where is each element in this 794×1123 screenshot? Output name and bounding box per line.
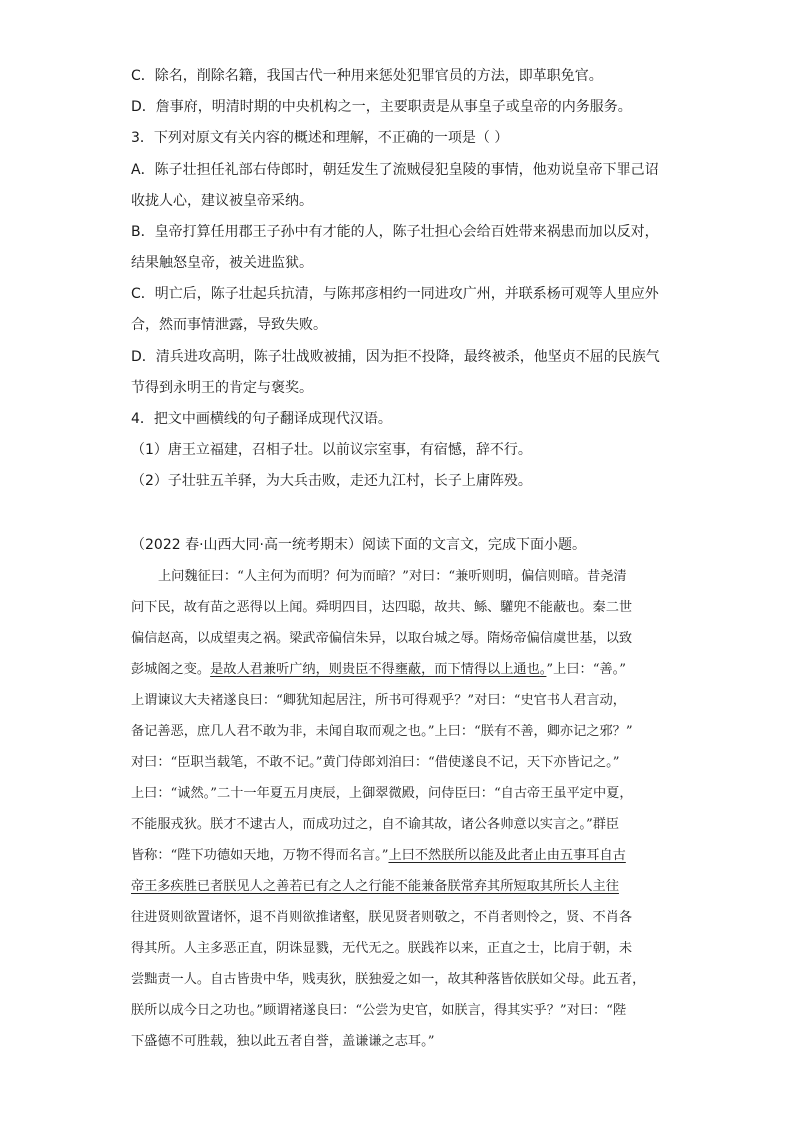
underlined-sentence: 上曰不然朕所以能及此者止由五事耳自古 (388, 848, 626, 863)
passage-line (131, 846, 676, 866)
passage-line: 上问魏征曰：“人主何为而明？何为而暗？”对曰：“兼听则明，偏信则暗。昔尧清 (158, 569, 627, 584)
question-2d: D．詹事府，明清时期的中央机构之一，主要职责是从事皇子或皇帝的内务服务。 (131, 99, 632, 115)
question-2c: C．除名，削除名籍，我国古代一种用来惩处犯罪官员的方法，即革职免官。 (131, 68, 603, 84)
question-3c-line2: 合，然而事情泄露，导致失败。 (131, 317, 327, 333)
passage-line: 得其所。人主多恶正直，阴诛显戮，无代无之。朕践祚以来，正直之士，比肩于朝，未 (131, 941, 633, 956)
passage-text: 彭城阁之变。 (131, 662, 211, 677)
question-4-stem: 4．把文中画横线的句子翻译成现代汉语。 (131, 411, 392, 427)
underlined-sentence: 是故人君兼听广纳，则贵臣不得壅蔽，而下情得以上通也。 (210, 662, 547, 677)
section-header: （2022 春·山西大同·高一统考期末）阅读下面的文言文，完成下面小题。 (131, 537, 586, 553)
question-4-item2: （2）子壮驻五羊驿，为大兵击败，走还九江村，长子上庸阵殁。 (131, 473, 532, 489)
passage-line: 备记善恶，庶几人君不敢为非，未闻自取而观之也。”上曰：“朕有不善，卿亦记之邪？” (131, 724, 633, 739)
question-3d-line2: 节得到永明王的肯定与褒奖。 (131, 380, 313, 396)
passage-line: 不能服戎狄。朕才不逮古人，而成功过之，自不谕其故，诸公各帅意以实言之。”群臣 (131, 817, 620, 832)
passage-line: 朕所以成今日之功也。”顾谓褚遂良曰：“公尝为史官，如朕言，得其实乎？”对曰：“陛 (131, 1003, 627, 1018)
passage-line: 问下民，故有苗之恶得以上闻。舜明四目，达四聪，故共、鲧、驩兜不能蔽也。秦二世 (131, 600, 633, 615)
question-3b-line1: B．皇帝打算任用郡王子孙中有才能的人，陈子壮担心会给百姓带来祸患而加以反对， (131, 224, 659, 240)
passage-line: 往进贤则欲置诸怀，退不肖则欲推诸壑，朕见贤者则敬之，不肖者则怜之，贤、不肖各 (131, 910, 633, 925)
passage-line: 尝黜责一人。自古皆贵中华，贱夷狄，朕独爱之如一，故其种落皆依朕如父母。此五者， (131, 972, 646, 987)
passage-line: 对曰：“臣职当载笔，不敢不记。”黄门侍郎刘洎曰：“借使遂良不记，天下亦皆记之。” (131, 755, 620, 770)
passage-text: ”上曰：“善。” (546, 662, 626, 677)
passage-line: 上曰：“诚然。”二十一年夏五月庚辰，上御翠微殿，问侍臣曰：“自古帝王虽平定中夏， (131, 786, 633, 801)
passage-text: 皆称：“陛下功德如天地，万物不得而名言。” (131, 848, 389, 863)
question-3-stem: 3．下列对原文有关内容的概述和理解，不正确的一项是（ ） (131, 130, 509, 146)
question-4-item1: （1）唐王立福建，召相子壮。以前议宗室事，有宿憾，辞不行。 (131, 442, 532, 458)
passage-line (131, 660, 676, 680)
passage-line: 偏信赵高，以成望夷之祸。梁武帝偏信朱异，以取台城之辱。隋炀帝偏信虞世基，以致 (131, 631, 633, 646)
question-3b-line2: 结果触怒皇帝，被关进监狱。 (131, 255, 313, 271)
passage-line: 下盛德不可胜载，独以此五者自誉，盖谦谦之志耳。” (131, 1034, 435, 1049)
passage-line: 帝王多疾胜已者朕见人之善若已有之人之行能不能兼备朕常弃其所短取其所长人主往 (131, 879, 619, 894)
question-3a-line2: 收拢人心，建议被皇帝采纳。 (131, 193, 313, 209)
question-3d-line1: D．清兵进攻高明，陈子壮战败被捕，因为拒不投降，最终被杀，他坚贞不屈的民族气 (131, 349, 660, 365)
question-3a-line1: A．陈子壮担任礼部右侍郎时，朝廷发生了流贼侵犯皇陵的事情，他劝说皇帝下罪己诏 (131, 162, 659, 178)
passage-line: 上谓谏议大夫褚遂良曰：“卿犹知起居注，所书可得观乎？”对曰：“史官书人君言动， (131, 693, 626, 708)
question-3c-line1: C．明亡后，陈子壮起兵抗清，与陈邦彦相约一同进攻广州，并联系杨可观等人里应外 (131, 286, 659, 302)
